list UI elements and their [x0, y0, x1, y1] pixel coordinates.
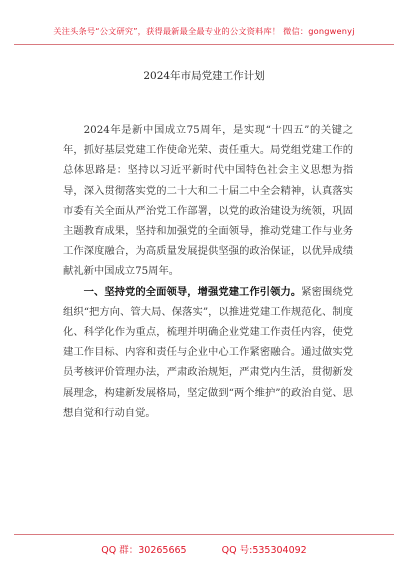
- section-1-heading: 一、坚持党的全面领导，增强党建工作引领力。: [83, 285, 302, 298]
- section-1-paragraph: [63, 282, 353, 423]
- footer-contact: [0, 542, 408, 556]
- header-promo-note: 关注头条号“公文研究”，获得最新最全最专业的公文资料库！ 微信：gongwenyj: [53, 26, 355, 36]
- section-1-text: 紧密围绕党组织“把方向、管大局、保落实”，以推进党建工作规范化、制度化、科学化作为重点，梳理并明确企业党建工作责任内容，使党建工作目标、内容和责任与企业中心工作紧密融合。通过做实党员考核评价管理办法，严肃政治规矩，严肃党内生活，贯彻新发展理念，构建新发展格局，坚定做到“两个维护”的政治自觉、思想自觉和行动自觉。: [63, 285, 354, 419]
- header-divider: [14, 44, 394, 45]
- footer-qq-number: QQ 号:535304092: [221, 545, 307, 556]
- document-body: [63, 120, 353, 423]
- intro-paragraph: 2024年是新中国成立75周年，是实现“十四五”的关键之年，抓好基层党建工作使命光荣、责任重大。局党组党建工作的总体思路是：坚持以习近平新时代中国特色社会主义思想为指导，深入贯彻落实党的二十大和二十届二中全会精神，认真落实市委有关全面从严治党工作部署，以党的政治建设为统领，巩固主题教育成果，坚持和加强党的全面领导，推动党建工作与业务工作深度融合，为高质量发展提供坚强的政治保证，以优异成绩献礼新中国成立75周年。: [63, 124, 353, 278]
- footer-qq-group: QQ 群：30265665: [101, 545, 187, 556]
- footer-divider: [14, 534, 394, 535]
- document-title: 2024年市局党建工作计划: [143, 70, 265, 82]
